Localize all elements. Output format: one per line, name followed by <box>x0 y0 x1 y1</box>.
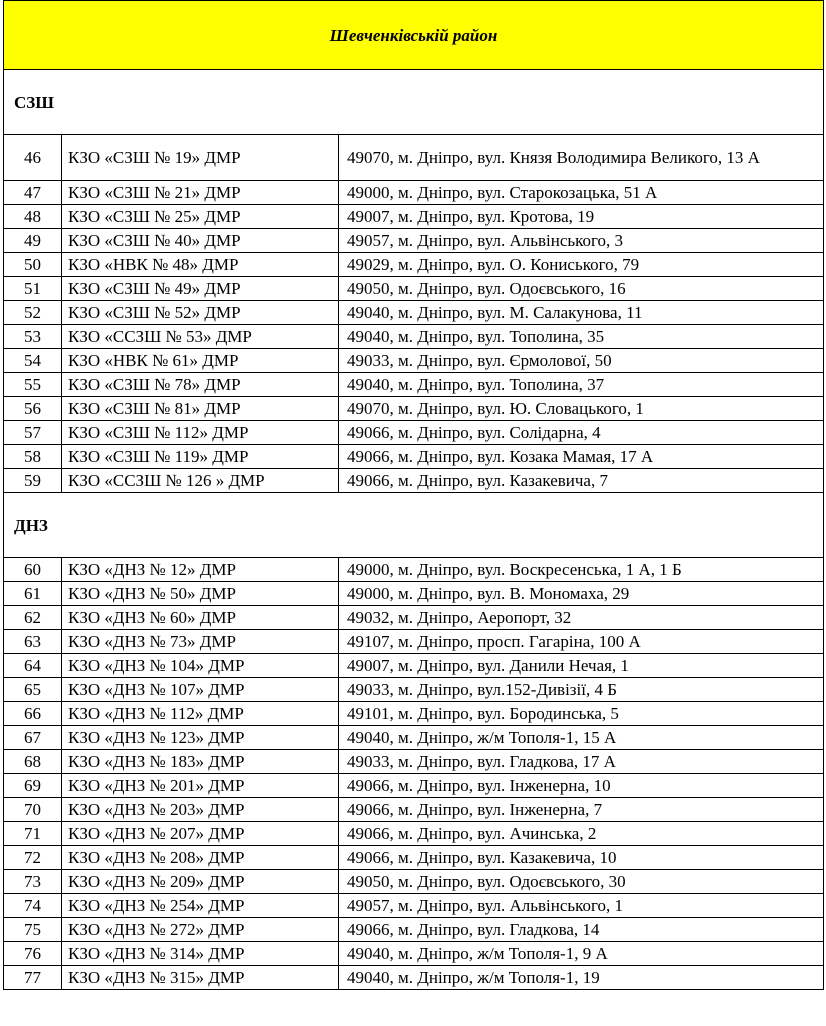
institution-name: КЗО «ДНЗ № 104» ДМР <box>62 654 339 678</box>
row-number: 67 <box>4 726 62 750</box>
table-row <box>4 870 824 894</box>
row-number: 49 <box>4 229 62 253</box>
row-number: 56 <box>4 397 62 421</box>
institution-address: 49066, м. Дніпро, вул. Інженерна, 7 <box>339 798 824 822</box>
row-number: 50 <box>4 253 62 277</box>
institution-name: КЗО «ДНЗ № 207» ДМР <box>62 822 339 846</box>
table-row <box>4 678 824 702</box>
row-number: 72 <box>4 846 62 870</box>
table-row <box>4 798 824 822</box>
institution-name: КЗО «СЗШ № 112» ДМР <box>62 421 339 445</box>
row-number: 54 <box>4 349 62 373</box>
table-row <box>4 135 824 181</box>
row-number: 58 <box>4 445 62 469</box>
row-number: 46 <box>4 135 62 181</box>
table-row <box>4 726 824 750</box>
row-number: 59 <box>4 469 62 493</box>
institution-address: 49040, м. Дніпро, вул. Тополина, 35 <box>339 325 824 349</box>
table-row <box>4 822 824 846</box>
institution-name: КЗО «СЗШ № 40» ДМР <box>62 229 339 253</box>
institution-name: КЗО «ДНЗ № 112» ДМР <box>62 702 339 726</box>
institution-address: 49040, м. Дніпро, вул. Тополина, 37 <box>339 373 824 397</box>
row-number: 77 <box>4 966 62 990</box>
institution-name: КЗО «ДНЗ № 12» ДМР <box>62 558 339 582</box>
row-number: 53 <box>4 325 62 349</box>
institution-name: КЗО «СЗШ № 78» ДМР <box>62 373 339 397</box>
institution-address: 49000, м. Дніпро, вул. В. Мономаха, 29 <box>339 582 824 606</box>
institution-name: КЗО «НВК № 61» ДМР <box>62 349 339 373</box>
schools-table <box>3 0 824 990</box>
table-row <box>4 558 824 582</box>
section-header-row <box>4 493 824 558</box>
table-row <box>4 654 824 678</box>
row-number: 71 <box>4 822 62 846</box>
institution-name: КЗО «СЗШ № 19» ДМР <box>62 135 339 181</box>
table-row <box>4 445 824 469</box>
row-number: 63 <box>4 630 62 654</box>
section-header-row <box>4 70 824 135</box>
institution-address: 49070, м. Дніпро, вул. Князя Володимира Великого, 13 А <box>339 135 824 181</box>
institution-address: 49066, м. Дніпро, вул. Козака Мамая, 17 А <box>339 445 824 469</box>
section-title: ДНЗ <box>4 493 824 558</box>
row-number: 57 <box>4 421 62 445</box>
table-row <box>4 846 824 870</box>
table-row <box>4 942 824 966</box>
institution-name: КЗО «ДНЗ № 254» ДМР <box>62 894 339 918</box>
institution-name: КЗО «ДНЗ № 50» ДМР <box>62 582 339 606</box>
institution-address: 49050, м. Дніпро, вул. Одоєвського, 16 <box>339 277 824 301</box>
row-number: 69 <box>4 774 62 798</box>
institution-name: КЗО «ДНЗ № 208» ДМР <box>62 846 339 870</box>
table-row <box>4 301 824 325</box>
institution-name: КЗО «ДНЗ № 123» ДМР <box>62 726 339 750</box>
institution-address: 49032, м. Дніпро, Аеропорт, 32 <box>339 606 824 630</box>
table-row <box>4 373 824 397</box>
table-row <box>4 630 824 654</box>
institution-name: КЗО «ДНЗ № 315» ДМР <box>62 966 339 990</box>
institution-address: 49040, м. Дніпро, вул. М. Салакунова, 11 <box>339 301 824 325</box>
institution-address: 49007, м. Дніпро, вул. Кротова, 19 <box>339 205 824 229</box>
institution-address: 49066, м. Дніпро, вул. Гладкова, 14 <box>339 918 824 942</box>
institution-address: 49066, м. Дніпро, вул. Інженерна, 10 <box>339 774 824 798</box>
institution-address: 49007, м. Дніпро, вул. Данили Нечая, 1 <box>339 654 824 678</box>
row-number: 62 <box>4 606 62 630</box>
institution-address: 49040, м. Дніпро, ж/м Тополя-1, 9 А <box>339 942 824 966</box>
institution-name: КЗО «СЗШ № 21» ДМР <box>62 181 339 205</box>
table-row <box>4 277 824 301</box>
institution-name: КЗО «ДНЗ № 272» ДМР <box>62 918 339 942</box>
institution-name: КЗО «ДНЗ № 60» ДМР <box>62 606 339 630</box>
institution-name: КЗО «ДНЗ № 183» ДМР <box>62 750 339 774</box>
district-header-row <box>4 1 824 70</box>
table-row <box>4 421 824 445</box>
row-number: 60 <box>4 558 62 582</box>
table-row <box>4 606 824 630</box>
institution-name: КЗО «ССЗШ № 126 » ДМР <box>62 469 339 493</box>
institution-address: 49029, м. Дніпро, вул. О. Кониського, 79 <box>339 253 824 277</box>
institution-name: КЗО «ДНЗ № 201» ДМР <box>62 774 339 798</box>
institution-name: КЗО «ССЗШ № 53» ДМР <box>62 325 339 349</box>
row-number: 68 <box>4 750 62 774</box>
institution-address: 49033, м. Дніпро, вул.152-Дивізії, 4 Б <box>339 678 824 702</box>
table-row <box>4 894 824 918</box>
table-row <box>4 469 824 493</box>
table-row <box>4 918 824 942</box>
row-number: 61 <box>4 582 62 606</box>
institution-address: 49066, м. Дніпро, вул. Казакевича, 7 <box>339 469 824 493</box>
row-number: 74 <box>4 894 62 918</box>
institution-name: КЗО «СЗШ № 81» ДМР <box>62 397 339 421</box>
table-row <box>4 750 824 774</box>
row-number: 73 <box>4 870 62 894</box>
row-number: 70 <box>4 798 62 822</box>
institution-name: КЗО «СЗШ № 119» ДМР <box>62 445 339 469</box>
institution-address: 49000, м. Дніпро, вул. Старокозацька, 51 А <box>339 181 824 205</box>
institution-address: 49101, м. Дніпро, вул. Бородинська, 5 <box>339 702 824 726</box>
table-row <box>4 253 824 277</box>
row-number: 76 <box>4 942 62 966</box>
table-row <box>4 325 824 349</box>
institution-address: 49033, м. Дніпро, вул. Єрмолової, 50 <box>339 349 824 373</box>
table-row <box>4 349 824 373</box>
institution-name: КЗО «ДНЗ № 209» ДМР <box>62 870 339 894</box>
institution-address: 49033, м. Дніпро, вул. Гладкова, 17 А <box>339 750 824 774</box>
table-row <box>4 582 824 606</box>
institution-name: КЗО «ДНЗ № 203» ДМР <box>62 798 339 822</box>
table-row <box>4 774 824 798</box>
institution-address: 49066, м. Дніпро, вул. Казакевича, 10 <box>339 846 824 870</box>
row-number: 51 <box>4 277 62 301</box>
institution-address: 49066, м. Дніпро, вул. Ачинська, 2 <box>339 822 824 846</box>
institution-address: 49040, м. Дніпро, ж/м Тополя-1, 15 А <box>339 726 824 750</box>
institution-name: КЗО «ДНЗ № 73» ДМР <box>62 630 339 654</box>
institution-name: КЗО «СЗШ № 52» ДМР <box>62 301 339 325</box>
row-number: 52 <box>4 301 62 325</box>
institution-address: 49040, м. Дніпро, ж/м Тополя-1, 19 <box>339 966 824 990</box>
institution-address: 49070, м. Дніпро, вул. Ю. Словацького, 1 <box>339 397 824 421</box>
institution-name: КЗО «НВК № 48» ДМР <box>62 253 339 277</box>
institution-address: 49066, м. Дніпро, вул. Солідарна, 4 <box>339 421 824 445</box>
table-body <box>4 1 824 990</box>
row-number: 75 <box>4 918 62 942</box>
institution-address: 49000, м. Дніпро, вул. Воскресенська, 1 А, 1 Б <box>339 558 824 582</box>
row-number: 64 <box>4 654 62 678</box>
institution-name: КЗО «ДНЗ № 107» ДМР <box>62 678 339 702</box>
row-number: 66 <box>4 702 62 726</box>
district-title: Шевченківській район <box>4 1 824 70</box>
row-number: 48 <box>4 205 62 229</box>
table-row <box>4 181 824 205</box>
row-number: 55 <box>4 373 62 397</box>
table-row <box>4 397 824 421</box>
table-row <box>4 702 824 726</box>
table-row <box>4 205 824 229</box>
table-row <box>4 229 824 253</box>
institution-address: 49057, м. Дніпро, вул. Альвінського, 3 <box>339 229 824 253</box>
row-number: 47 <box>4 181 62 205</box>
institution-name: КЗО «СЗШ № 25» ДМР <box>62 205 339 229</box>
institution-address: 49107, м. Дніпро, просп. Гагаріна, 100 А <box>339 630 824 654</box>
institution-name: КЗО «ДНЗ № 314» ДМР <box>62 942 339 966</box>
institution-address: 49057, м. Дніпро, вул. Альвінського, 1 <box>339 894 824 918</box>
row-number: 65 <box>4 678 62 702</box>
institution-name: КЗО «СЗШ № 49» ДМР <box>62 277 339 301</box>
table-row <box>4 966 824 990</box>
section-title: СЗШ <box>4 70 824 135</box>
institution-address: 49050, м. Дніпро, вул. Одоєвського, 30 <box>339 870 824 894</box>
